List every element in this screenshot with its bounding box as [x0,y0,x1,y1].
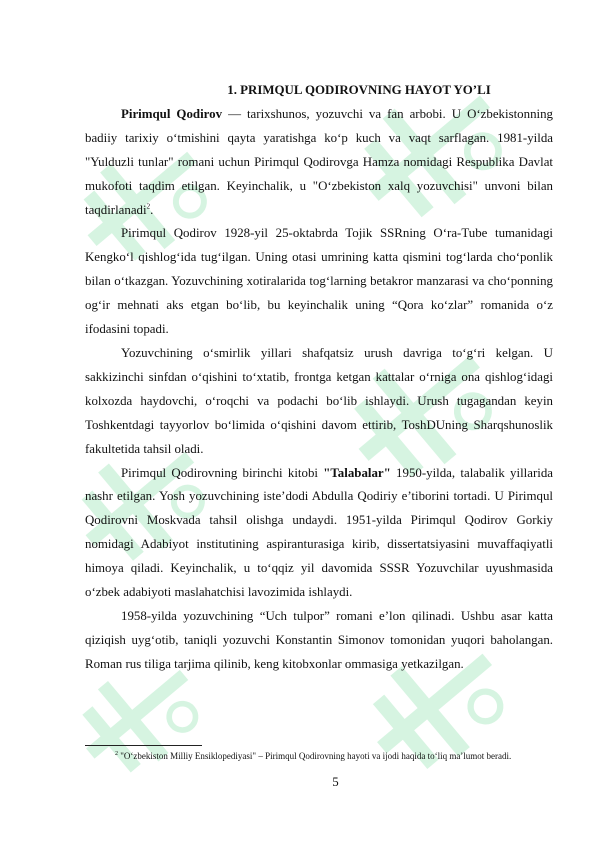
footnote-mark: 2 [115,751,118,757]
footnote-ref[interactable]: 2 [146,202,151,211]
document-body [85,79,553,677]
paragraph-text: — tarixshunos, yozuvchi va fan arbobi. U O‘zbekistonning badiiy tarixiy o‘tmishini qayta yaratishga ko‘p kuch va vaqt sarflagan. 1981-yilda "Yulduzli tunlar" romani uchun Pirimqul Qodirovga Hamza nomidagi Respublika Davlat mukofoti taqdim etilgan. Keyinchalik, u "O‘zbekiston xalq yozuvchisi" unvoni bilan taqdirlanadi [85,106,553,217]
paragraph-1 [85,103,553,223]
footnote-text: "O‘zbekiston Milliy Ensiklopediyasi" – Pirimqul Qodirovning hayoti va ijodi haqida to‘liq ma’lumot beradi. [118,751,512,761]
book-title: "Talabalar" [323,465,391,480]
footnote [85,750,553,763]
paragraph-5: 1958-yilda yozuvchining “Uch tulpor” romani e’lon qilinadi. Ushbu asar katta qiziqish uyg‘otib, taniqli yozuvchi Konstantin Simonov tomonidan yuqori baholangan. Roman rus tiliga tarjima qilinib, keng kitobxonlar ommasiga yetkazilgan. [85,608,553,671]
paragraph-3: Yozuvchining o‘smirlik yillari shafqatsiz urush davriga to‘g‘ri kelgan. U sakkizinchi sinfdan o‘qishini to‘xtatib, frontga ketgan kattalar o‘rniga ona qishlog‘idagi kolxozda haydovchi, o‘roqchi va podachi bo‘lib ishlaydi. Urush tugagandan keyin Toshkentdagi tayyorlov bo‘limida o‘qishini davom ettirib, ToshDUning Sharqshunoslik fakultetida tahsil oladi. [85,345,553,456]
paragraph-text: 1950-yilda, talabalik yillarida nashr etilgan. Yosh yozuvchining iste’dodi Abdulla Qodiriy e’tiborini tortadi. U Pirimqul Qodirovni Moskvada tahsil olishga undaydi. 1951-yilda Pirimqul Qodirov Gorkiy nomidagi Adabiyot institutining aspiranturasiga kirib, dissertatsiyasini muvaffaqiyatli himoya qiladi. Keyinchalik, u to‘qqiz yil davomida SSSR Yozuvchilar uyushmasida o‘zbek adabiyoti maslahatchisi lavozimida ishlaydi. [85,465,553,600]
paragraph-4 [85,462,553,605]
page-title: 1. PRIMQUL QODIROVNING HAYOT YO’LI [227,83,491,97]
paragraph-lead: Pirimqul Qodirov [121,106,223,121]
footnote-divider [85,745,202,746]
paragraph-2: Pirimqul Qodirov 1928-yil 25-oktabrda Tojik SSRning O‘ra-Tube tumanidagi Kengko‘l qishlog‘ida tug‘ilgan. Uning otasi umrining katta qismini tog‘larda cho‘ponlik bilan o‘tkazgan. Yozuvchining xotiralarida tog‘larning betakror manzarasi va cho‘ponning og‘ir mehnati aks etgan bo‘lib, bu keyinchalik uning “Qora ko‘zlar” romanida o‘z ifodasini topadi. [85,226,553,337]
paragraph-text: Pirimqul Qodirovning birinchi kitobi [121,465,324,480]
page-number: 5 [332,775,339,789]
paragraph-tail: . [150,202,154,217]
